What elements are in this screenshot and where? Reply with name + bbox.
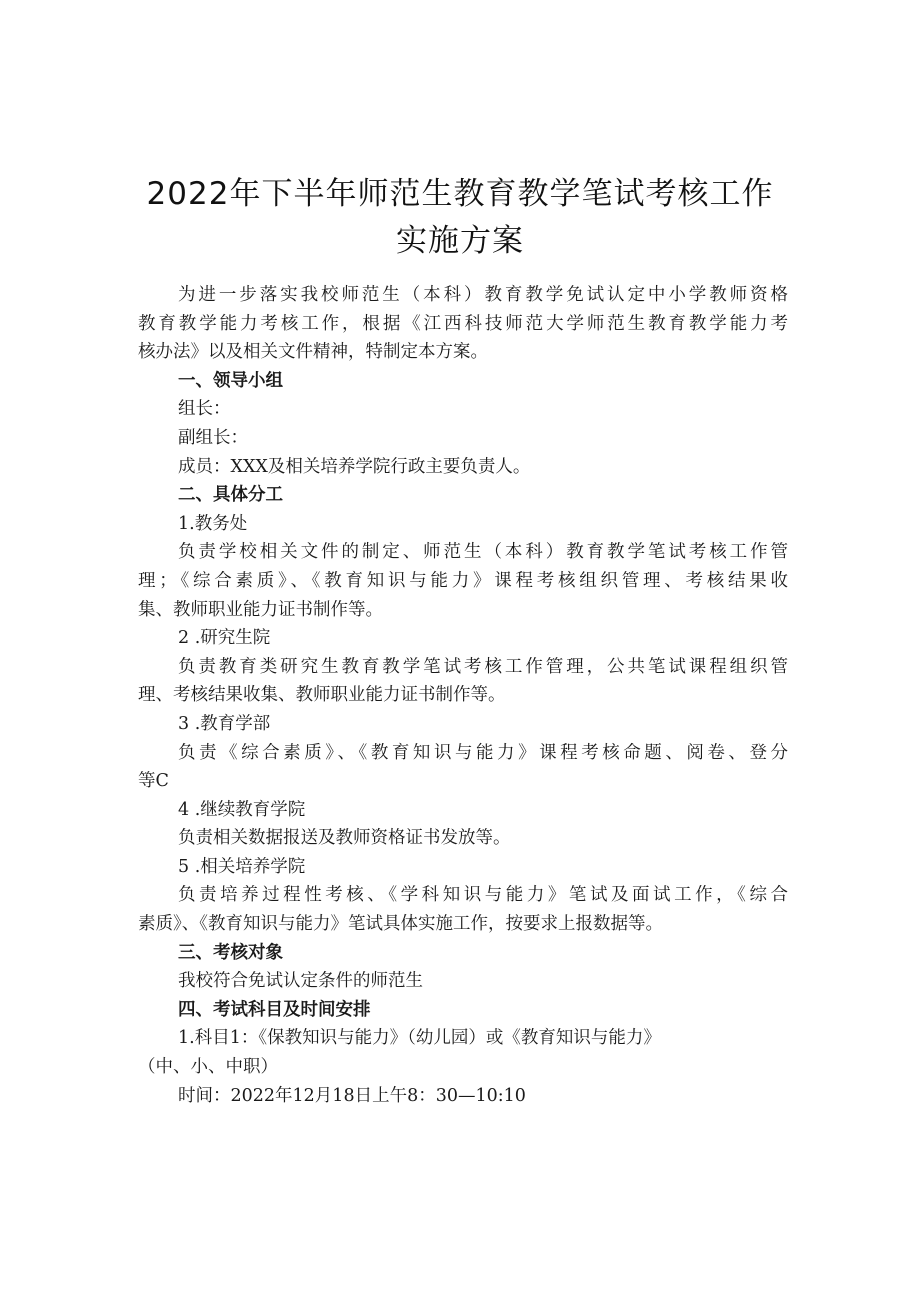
dept-title-training-colleges: 5 .相关培养学院: [178, 856, 306, 877]
subject1-line: （中、小、中职）: [138, 1057, 278, 1078]
dept-text-line: 负责《综合素质》、《教育知识与能力》课程考核命题、阅卷、登分: [178, 742, 788, 763]
dept-text-line: 等C: [138, 771, 169, 792]
dept-text-line: 负责学校相关文件的制定、师范生（本科）教育教学笔试考核工作管: [178, 542, 788, 563]
section-heading-division: 二、具体分工: [178, 485, 283, 506]
subject1-line: 1.科目1：《保教知识与能力》（幼儿园）或《教育知识与能力》: [178, 1028, 661, 1049]
leader-line: 组长：: [178, 399, 231, 420]
dept-text-line: 负责教育类研究生教育教学笔试考核工作管理，公共笔试课程组织管: [178, 656, 788, 677]
document-title-line2: 实施方案: [396, 223, 524, 259]
dept-text-line: 理；《综合素质》、《教育知识与能力》课程考核组织管理、考核结果收: [138, 570, 788, 591]
dept-text-line: 负责相关数据报送及教师资格证书发放等。: [178, 828, 511, 849]
deputy-leader-line: 副组长：: [178, 427, 248, 448]
dept-title-continuing-education: 4 .继续教育学院: [178, 799, 306, 820]
intro-line: 核办法》以及相关文件精神，特制定本方案。: [138, 342, 488, 363]
dept-text-line: 负责培养过程性考核、《学科知识与能力》笔试及面试工作，《综合: [178, 885, 788, 906]
document-title-line1: 2022年下半年师范生教育教学笔试考核工作: [146, 176, 774, 212]
dept-text-line: 理、考核结果收集、教师职业能力证书制作等。: [138, 685, 506, 706]
time1-line: 时间：2022年12月18日上午8：30—10:10: [178, 1085, 526, 1106]
intro-line: 教育教学能力考核工作，根据《江西科技师范大学师范生教育教学能力考: [138, 313, 788, 334]
dept-title-graduate-school: 2 .研究生院: [178, 628, 271, 649]
intro-line: 为进一步落实我校师范生（本科）教育教学免试认定中小学教师资格: [178, 285, 788, 305]
members-line: 成员：XXX及相关培养学院行政主要负责人。: [178, 456, 531, 477]
assessment-target-text: 我校符合免试认定条件的师范生: [178, 971, 423, 992]
document-body: [138, 281, 788, 1110]
dept-title-education-faculty: 3 .教育学部: [178, 713, 271, 734]
section-heading-assessment-target: 三、考核对象: [178, 942, 283, 963]
dept-title-academic-affairs: 1.教务处: [178, 513, 248, 534]
section-heading-leadership: 一、领导小组: [178, 370, 283, 391]
section-heading-subjects-schedule: 四、考试科目及时间安排: [178, 999, 371, 1020]
dept-text-line: 集、教师职业能力证书制作等。: [138, 599, 383, 620]
dept-text-line: 素质》、《教育知识与能力》笔试具体实施工作，按要求上报数据等。: [138, 914, 663, 935]
